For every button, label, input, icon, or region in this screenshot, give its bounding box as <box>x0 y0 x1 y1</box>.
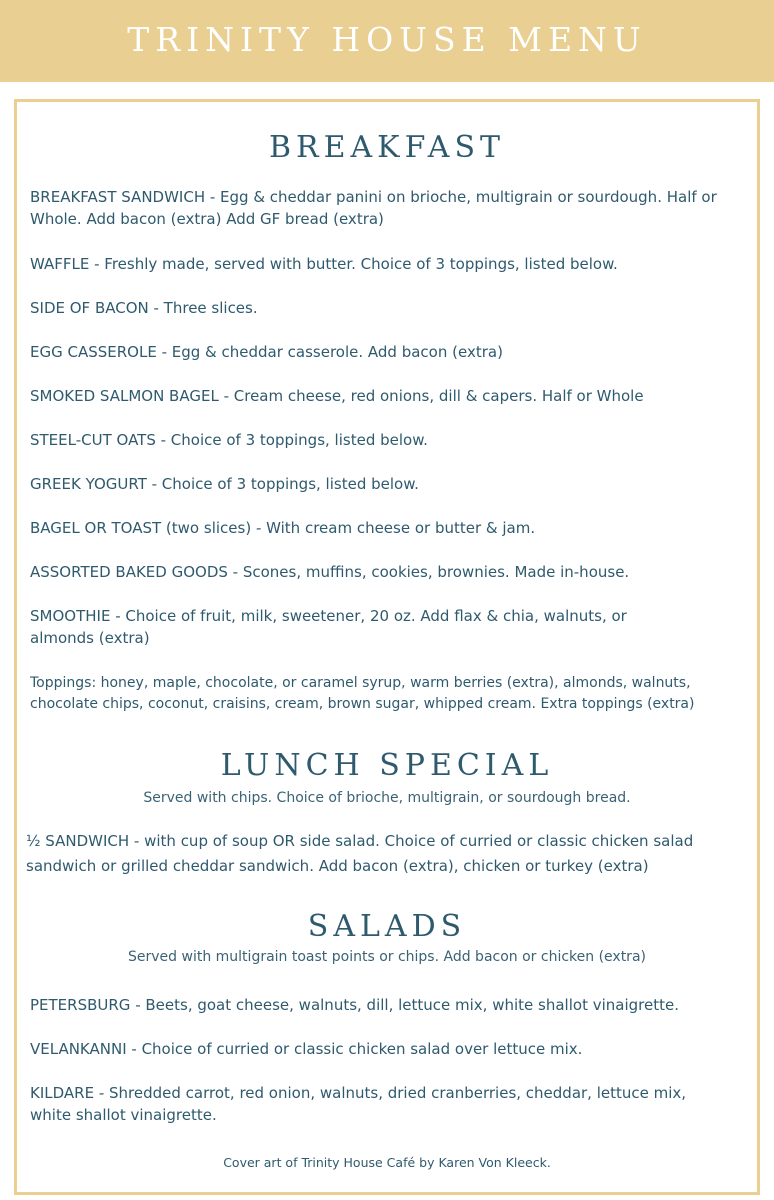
salads-subtitle: Served with multigrain toast points or chips. Add bacon or chicken (extra) <box>128 949 646 965</box>
menu-item-side-of-bacon: SIDE OF BACON - Three slices. <box>30 299 258 317</box>
menu-header-bar <box>0 0 774 82</box>
lunch-special-heading: LUNCH SPECIAL <box>220 748 554 783</box>
menu-item-smoked-salmon-bagel: SMOKED SALMON BAGEL - Cream cheese, red onions, dill & capers. Half or Whole <box>30 387 644 405</box>
menu-item-greek-yogurt: GREEK YOGURT - Choice of 3 toppings, listed below. <box>30 475 419 493</box>
lunch-special-subtitle: Served with chips. Choice of brioche, multigrain, or sourdough bread. <box>143 790 631 806</box>
menu-item-kildare: KILDARE - Shredded carrot, red onion, walnuts, dried cranberries, cheddar, lettuce mix, white shallot vinaigrette. <box>30 1084 687 1124</box>
menu-item-velankanni: VELANKANNI - Choice of curried or classic chicken salad over lettuce mix. <box>30 1040 583 1058</box>
menu-item-petersburg: PETERSBURG - Beets, goat cheese, walnuts, dill, lettuce mix, white shallot vinaigrette. <box>30 996 679 1014</box>
menu-item-egg-casserole: EGG CASSEROLE - Egg & cheddar casserole. Add bacon (extra) <box>30 343 503 361</box>
cover-art-credit: Cover art of Trinity House Café by Karen Von Kleeck. <box>223 1155 551 1170</box>
menu-item-assorted-baked-goods: ASSORTED BAKED GOODS - Scones, muffins, cookies, brownies. Made in-house. <box>30 563 630 581</box>
toppings-note: Toppings: honey, maple, chocolate, or caramel syrup, warm berries (extra), almonds, walnuts, chocolate chips, coconut, craisins, cream, brown sugar, whipped cream. Extra toppings (extra) <box>30 675 695 712</box>
menu-title: TRINITY HOUSE MENU <box>127 20 647 59</box>
breakfast-heading: BREAKFAST <box>268 130 506 165</box>
menu-item-bagel-or-toast: BAGEL OR TOAST (two slices) - With cream cheese or butter & jam. <box>30 519 536 537</box>
menu-item-breakfast-sandwich: BREAKFAST SANDWICH - Egg & cheddar panini on brioche, multigrain or sourdough. Half or Whole. Add bacon (extra) Add GF bread (extra) <box>30 188 717 228</box>
menu-item-waffle: WAFFLE - Freshly made, served with butter. Choice of 3 toppings, listed below. <box>30 255 618 273</box>
salads-heading: SALADS <box>307 909 467 944</box>
menu-item-smoothie: SMOOTHIE - Choice of fruit, milk, sweetener, 20 oz. Add flax & chia, walnuts, or almonds (extra) <box>30 607 627 647</box>
menu-item-steel-cut-oats: STEEL-CUT OATS - Choice of 3 toppings, listed below. <box>30 431 428 449</box>
menu-item-half-sandwich: ½ SANDWICH - with cup of soup OR side salad. Choice of curried or classic chicken salad sandwich or grilled cheddar sandwich. Add bacon (extra), chicken or turkey (extra) <box>26 832 694 875</box>
